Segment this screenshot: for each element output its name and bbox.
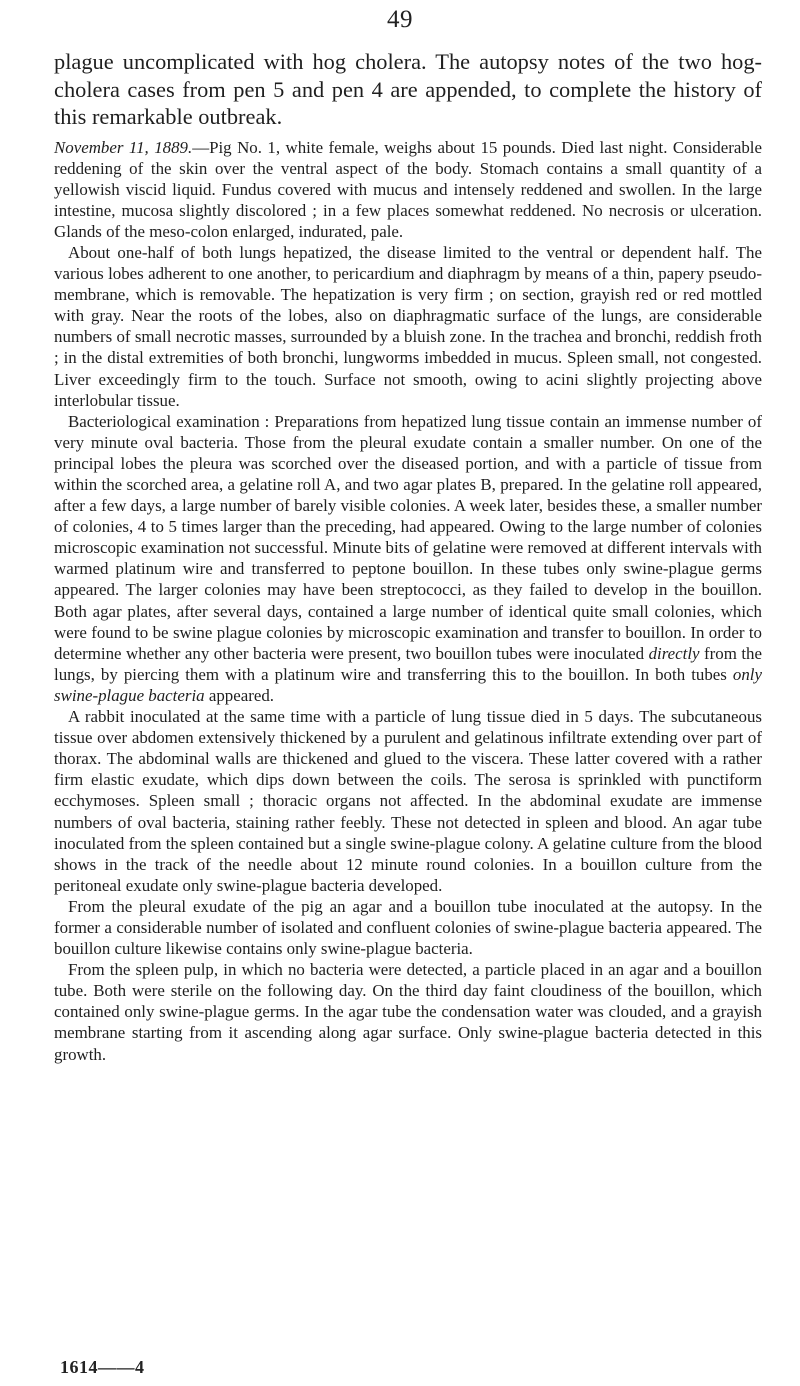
bacteriology-text-e: appeared. [204,685,274,705]
autopsy-date: November 11, 1889. [54,137,193,157]
bacteriology-text-a: Bacteriological examination : Preparations from hepatized lung tissue contain an immense number of very minute oval bacteria. Those from the pleural exudate contain a smaller number. On one of the principal lobes the pleura was scorched over the diseased portion, and with a particle of tissue from within the scorched area, a gelatine roll A, and two agar plates B, prepared. In the gelatine roll appeared, after a few days, a large number of barely visible colonies. A week later, besides these, a smaller number of colonies, 4 to 5 times larger than the preceding, had appeared. Owing to the large number of colonies microscopic examination not successful. Minute bits of gelatine were removed at different intervals with warmed platinum wire and transferred to peptone bouillon. In these tubes only swine-plague germs appeared. The larger colonies may have been streptococci, as they failed to develop in the bouillon. Both agar plates, after several days, contained a large number of identical quite small colonies, which were found to be swine plague colonies by microscopic examination and transfer to bouillon. In order to determine whether any other bacteria were present, two bouillon tubes were inoculated [54,411,762,663]
intro-paragraph: plague uncomplicated with hog cholera. The autopsy notes of the two hog-cholera cases from pen 5 and pen 4 are appended, to complete the history of this remarkable outbreak. [54,49,762,129]
page-content [54,48,762,1065]
printer-signature: 1614——4 [60,1357,145,1377]
spleen-pulp-paragraph: From the spleen pulp, in which no bacteria were detected, a particle placed in an agar and a bouillon tube. Both were sterile on the following day. On the third day faint cloudiness of the bouillon, which contained only swine-plague germs. In the agar tube the condensation water was clouded, and a grayish membrane starting from it ascending along agar surface. Only swine-plague bacteria detected in this growth. [54,960,762,1064]
bacteriology-text-c: from the lungs, by piercing them with a platinum wire and transferring this to the bouillon. In both tubes [54,643,762,684]
rabbit-paragraph: A rabbit inoculated at the same time with a particle of lung tissue died in 5 days. The subcutaneous tissue over abdomen extensively thickened by a purulent and gelatinous infiltrate extending over part of thorax. The abdominal walls are thickened and glued to the viscera. These latter covered with a rather firm elastic exudate, which dips down between the coils. The serosa is sprinkled with punctiform ecchymoses. Spleen small ; thoracic organs not affected. In the abdominal exudate are immense numbers of oval bacteria, staining rather feebly. These not detected in spleen and blood. An agar tube inoculated from the spleen contained but a single swine-plague colony. A gelatine culture from the blood shows in the track of the needle about 12 minute round colonies. In a bouillon culture from the peritoneal exudate only swine-plague bacteria developed. [54,707,762,895]
bacteriology-emphasis-only: only swine-plague bacteria [54,664,762,705]
autopsy-paragraph-gross [54,137,762,242]
bacteriology-paragraph [54,411,762,706]
autopsy-paragraph-gross-text: —Pig No. 1, white female, weighs about 15 pounds. Died last night. Considerable reddening of the skin over the ventral aspect of the body. Stomach contains a small quantity of a yellowish viscid liquid. Fundus covered with mucus and intensely reddened and swollen. In the large intestine, mucosa slightly discolored ; in a few places somewhat reddened. No necrosis or ulceration. Glands of the meso-colon enlarged, indurated, pale. [54,137,762,241]
autopsy-notes [54,137,762,1065]
bacteriology-emphasis-directly: directly [648,643,700,663]
autopsy-paragraph-lungs: About one-half of both lungs hepatized, the disease limited to the ventral or dependent half. The various lobes adherent to one another, to pericardium and diaphragm by means of a thin, papery pseudo-membrane, which is removable. The hepatization is very firm ; on section, grayish red or red mottled with gray. Near the roots of the lobes, also on diaphragmatic surface of the lungs, are considerable numbers of small necrotic masses, surrounded by a bluish zone. In the trachea and bronchi, reddish froth ; in the distal extremities of both bronchi, lungworms imbedded in mucus. Spleen small, not congested. Liver exceedingly firm to the touch. Surface not smooth, owing to acini slightly projecting above interlobular tissue. [54,242,762,410]
page-number: 49 [387,6,413,33]
pleural-exudate-paragraph: From the pleural exudate of the pig an agar and a bouillon tube inoculated at the autopsy. In the former a considerable number of isolated and confluent colonies of swine-plague bacteria appeared. The bouillon culture likewise contains only swine-plague bacteria. [54,896,762,959]
